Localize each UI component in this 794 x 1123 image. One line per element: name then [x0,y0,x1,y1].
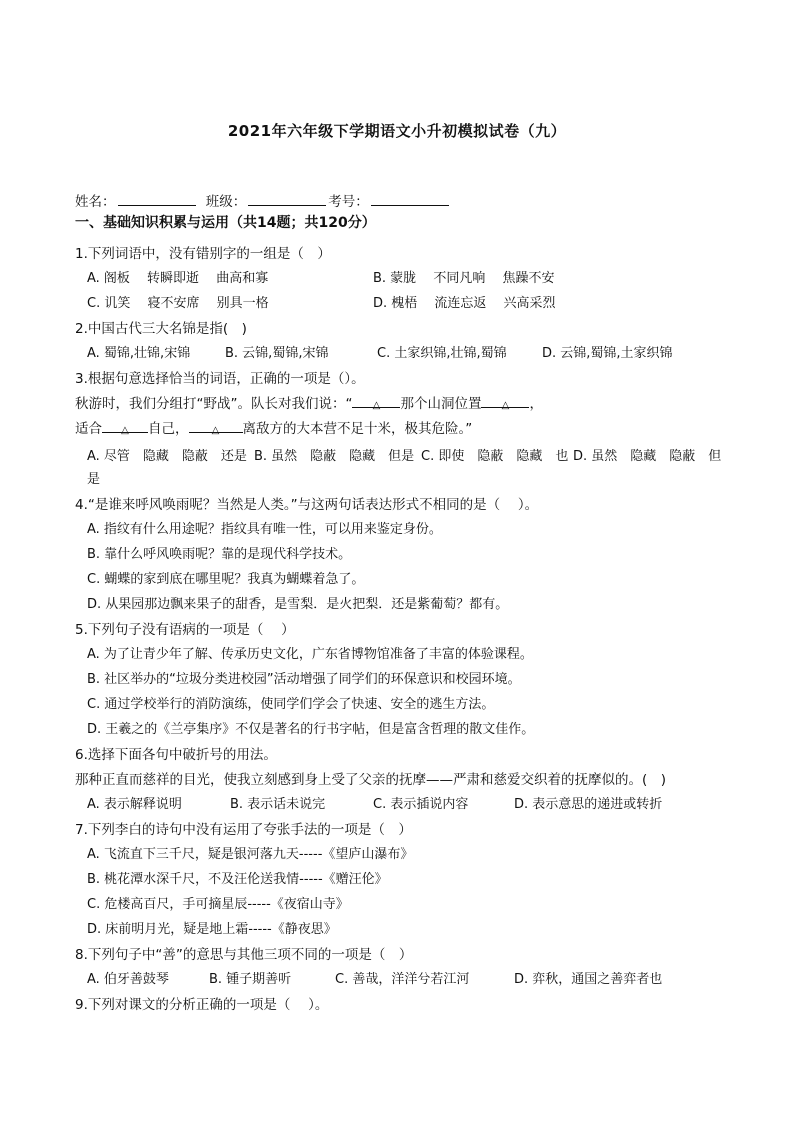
exam-no-blank[interactable] [371,192,449,206]
q6-option-c[interactable]: C. 表示插说内容 [373,797,469,812]
q7-option-d[interactable]: D. 床前明月光，疑是地上霜-----《静夜思》 [87,922,337,937]
q3-option-c[interactable]: C. 即使 隐蔽 隐藏 也 [421,449,569,464]
q1-option-d[interactable]: D. 槐梧 流连忘返 兴高采烈 [373,296,556,311]
q4-option-d[interactable]: D. 从果园那边飘来果子的甜香，是雪梨．是火把梨．还是紫葡萄？都有。 [87,597,509,612]
q5-option-b[interactable]: B. 社区举办的“垃圾分类进校园”活动增强了同学们的环保意识和校园环境。 [87,672,521,687]
q4-option-c[interactable]: C. 蝴蝶的家到底在哪里呢？我真为蝴蝶着急了。 [87,572,365,587]
q3-passage-line-2: 适合 △ 自己， △ 离敌方的大本营不足十米，极其危险。” [75,421,473,437]
question-5-stem: 5.下列句子没有语病的一项是（ ） [75,622,295,638]
q7-option-c[interactable]: C. 危楼高百尺，手可摘星辰-----《夜宿山寺》 [87,897,349,912]
q3-blank-1[interactable]: △ [352,395,400,408]
question-4-stem: 4.“是谁来呼风唤雨呢？当然是人类。”与这两句话表达形式不相同的是（ ）。 [75,497,539,513]
q8-option-c[interactable]: C. 善哉，洋洋兮若江河 [335,972,470,987]
q3-option-a[interactable]: A. 尽管 隐藏 隐蔽 还是 [87,449,247,464]
question-1-stem: 1.下列词语中，没有错别字的一组是（ ） [75,246,331,262]
question-3-stem: 3.根据句意选择恰当的词语，正确的一项是（）。 [75,371,365,387]
question-9-stem: 9.下列对课文的分析正确的一项是（ ）。 [75,997,329,1013]
q5-option-a[interactable]: A. 为了让青少年了解、传承历史文化，广东省博物馆准备了丰富的体验课程。 [87,647,533,662]
q1-option-c[interactable]: C. 讥笑 寝不安席 别具一格 [87,296,269,311]
q1-option-a[interactable]: A. 阁板 转瞬即逝 曲高和寡 [87,271,269,286]
name-blank[interactable] [118,192,196,206]
q3-blank-2[interactable]: △ [481,395,529,408]
q5-option-d[interactable]: D. 王羲之的《兰亭集序》不仅是著名的行书字帖，但是富含哲理的散文佳作。 [87,722,535,737]
q6-sentence: 那种正直而慈祥的目光，使我立刻感到身上受了父亲的抚摩——严肃和慈爱交织着的抚摩似的。( ) [75,772,667,788]
q5-option-c[interactable]: C. 通过学校举行的消防演练，使同学们学会了快速、安全的逃生方法。 [87,697,495,712]
class-label: 班级： [205,194,247,210]
q1-option-b[interactable]: B. 蒙胧 不同凡响 焦躁不安 [373,271,555,286]
q3-option-d[interactable]: D. 虽然 隐藏 隐蔽 但 [573,449,722,464]
question-7-stem: 7.下列李白的诗句中没有运用了夸张手法的一项是（ ） [75,822,412,838]
q2-option-c[interactable]: C. 土家织锦,壮锦,蜀锦 [377,346,507,361]
q8-option-d[interactable]: D. 弈秋，通国之善弈者也 [514,972,663,987]
name-label: 姓名： [75,194,116,210]
student-info-line [75,190,451,210]
q6-option-b[interactable]: B. 表示话未说完 [230,797,326,812]
q6-option-a[interactable]: A. 表示解释说明 [87,797,182,812]
question-2-stem: 2.中国古代三大名锦是指( ) [75,321,247,337]
q2-option-b[interactable]: B. 云锦,蜀锦,宋锦 [225,346,329,361]
q4-option-b[interactable]: B. 靠什么呼风唤雨呢？靠的是现代科学技术。 [87,547,352,562]
q2-option-a[interactable]: A. 蜀锦,壮锦,宋锦 [87,346,191,361]
exam-no-label: 考号： [328,194,369,210]
q3-blank-4[interactable]: △ [189,420,243,433]
q8-option-b[interactable]: B. 锺子期善听 [209,972,292,987]
question-6-stem: 6.选择下面各句中破折号的用法。 [75,747,277,763]
q3-option-b[interactable]: B. 虽然 隐蔽 隐藏 但是 [254,449,415,464]
question-8-stem: 8.下列句子中“善”的意思与其他三项不同的一项是（ ） [75,947,413,963]
q4-option-a[interactable]: A. 指纹有什么用途呢？指纹具有唯一性，可以用来鉴定身份。 [87,522,442,537]
q8-option-a[interactable]: A. 伯牙善鼓琴 [87,972,169,987]
section-heading: 一、基础知识积累与运用（共14题；共120分） [75,215,376,231]
q6-option-d[interactable]: D. 表示意思的递进或转折 [514,797,663,812]
q3-blank-3[interactable]: △ [102,420,148,433]
class-blank[interactable] [248,192,326,206]
q3-option-d-wrap: 是 [87,472,101,487]
q7-option-b[interactable]: B. 桃花潭水深千尺，不及汪伦送我情-----《赠汪伦》 [87,872,388,887]
page-title: 2021年六年级下学期语文小升初模拟试卷（九） [227,122,567,140]
q2-option-d[interactable]: D. 云锦,蜀锦,土家织锦 [542,346,673,361]
q3-passage-line-1: 秋游时，我们分组打“野战”。队长对我们说：“ △ 那个山洞位置 △ ， [75,396,543,412]
q7-option-a[interactable]: A. 飞流直下三千尺，疑是银河落九天-----《望庐山瀑布》 [87,847,414,862]
